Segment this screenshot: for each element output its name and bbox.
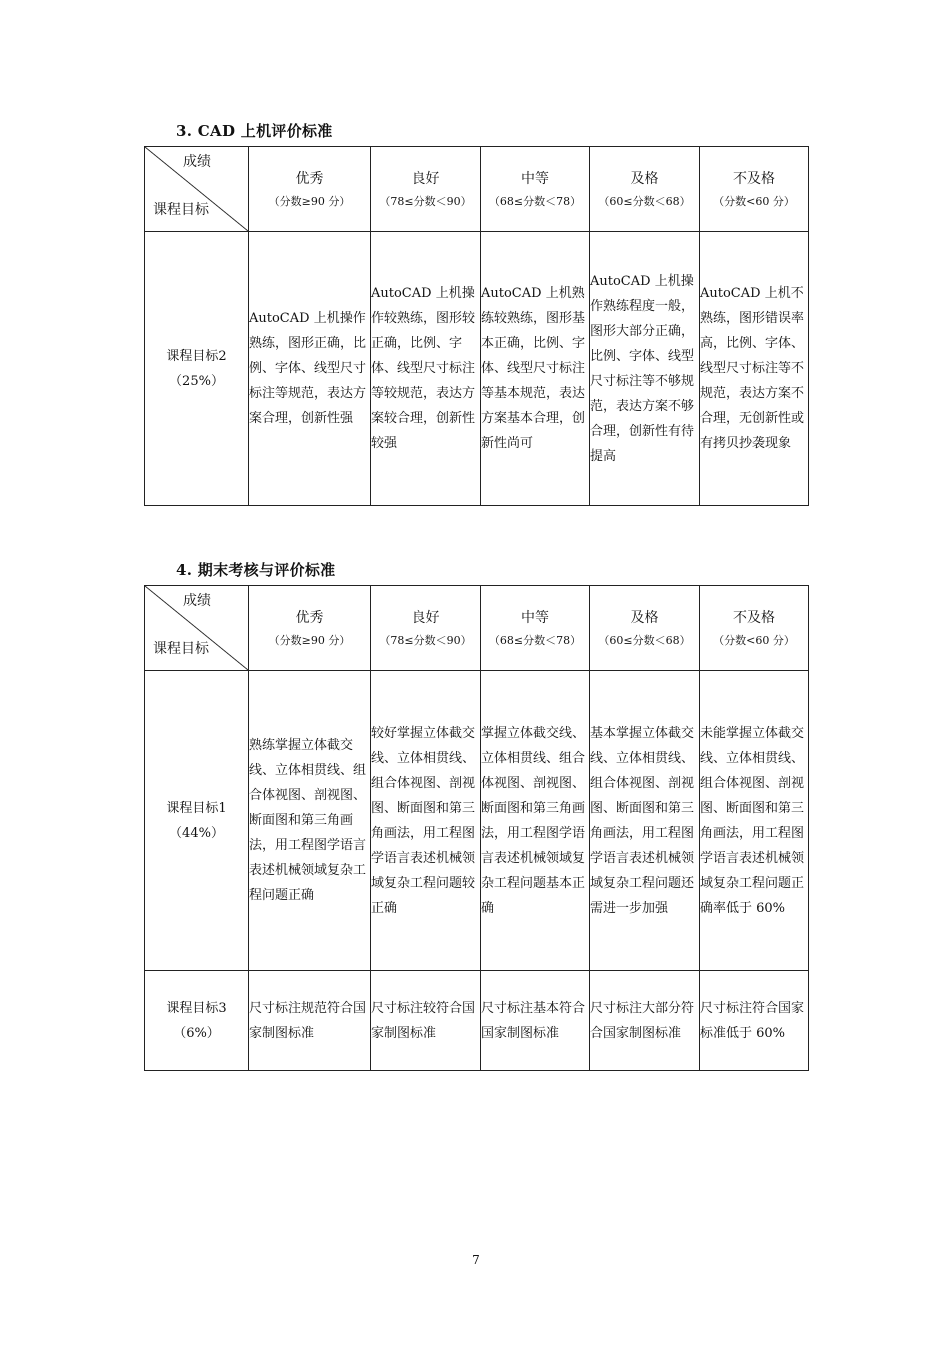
criteria-cell: 尺寸标注基本符合国家制图标准 [481, 971, 590, 1071]
grade-header-pass: 及格 （60≤分数＜68） [590, 586, 700, 671]
corner-top-label: 成绩 [183, 593, 211, 609]
grade-header-excellent: 优秀 （分数≥90 分） [249, 147, 371, 232]
section4-heading: 4. 期末考核与评价标准 [176, 561, 336, 579]
grade-header-medium: 中等 （68≤分数＜78） [481, 147, 590, 232]
grade-header-good: 良好 （78≤分数＜90） [371, 147, 481, 232]
header-row [145, 147, 809, 232]
corner-bottom-label: 课程目标 [153, 202, 209, 218]
grade-header-good: 良好 （78≤分数＜90） [371, 586, 481, 671]
final-exam-evaluation-table [144, 585, 809, 1071]
grade-header-fail: 不及格 （分数<60 分） [700, 147, 809, 232]
header-row [145, 586, 809, 671]
corner-top-label: 成绩 [183, 154, 211, 170]
criteria-cell: AutoCAD 上机操作熟练，图形正确，比例、字体、线型尺寸标注等规范，表达方案合理，创新性强 [249, 232, 371, 506]
criteria-cell: 尺寸标注规范符合国家制图标准 [249, 971, 371, 1071]
criteria-cell: 未能掌握立体截交线、立体相贯线、组合体视图、剖视图、断面图和第三角画法，用工程图学语言表述机械领域复杂工程问题正确率低于 60% [700, 671, 809, 971]
criteria-cell: 基本掌握立体截交线、立体相贯线、组合体视图、剖视图、断面图和第三角画法，用工程图学语言表述机械领域复杂工程问题还需进一步加强 [590, 671, 700, 971]
criteria-cell: AutoCAD 上机熟练较熟练，图形基本正确，比例、字体、线型尺寸标注等基本规范，表达方案基本合理，创新性尚可 [481, 232, 590, 506]
criteria-cell: 较好掌握立体截交线、立体相贯线、组合体视图、剖视图、断面图和第三角画法，用工程图学语言表述机械领域复杂工程问题较正确 [371, 671, 481, 971]
corner-cell [145, 586, 249, 671]
criteria-cell: 尺寸标注较符合国家制图标准 [371, 971, 481, 1071]
course-goal-label: 课程目标3 （6%） [145, 971, 249, 1071]
criteria-cell: AutoCAD 上机操作较熟练，图形较正确，比例、字体、线型尺寸标注等较规范，表达方案较合理，创新性较强 [371, 232, 481, 506]
course-goal-label: 课程目标2 （25%） [145, 232, 249, 506]
page-number: 7 [472, 1253, 480, 1267]
criteria-cell: 熟练掌握立体截交线、立体相贯线、组合体视图、剖视图、断面图和第三角画法，用工程图学语言表述机械领域复杂工程问题正确 [249, 671, 371, 971]
criteria-cell: 掌握立体截交线、立体相贯线、组合体视图、剖视图、断面图和第三角画法，用工程图学语言表述机械领域复杂工程问题基本正确 [481, 671, 590, 971]
corner-cell [145, 147, 249, 232]
criteria-cell: AutoCAD 上机操作熟练程度一般，图形大部分正确，比例、字体、线型尺寸标注等不够规范，表达方案不够合理，创新性有待提高 [590, 232, 700, 506]
criteria-cell: 尺寸标注符合国家标准低于 60% [700, 971, 809, 1071]
table-row [145, 232, 809, 506]
corner-bottom-label: 课程目标 [153, 641, 209, 657]
section3-heading: 3. CAD 上机评价标准 [176, 122, 333, 140]
grade-header-pass: 及格 （60≤分数＜68） [590, 147, 700, 232]
criteria-cell: AutoCAD 上机不熟练，图形错误率高，比例、字体、线型尺寸标注等不规范，表达方案不合理，无创新性或有拷贝抄袭现象 [700, 232, 809, 506]
table-row [145, 671, 809, 971]
cad-evaluation-table [144, 146, 809, 506]
grade-header-medium: 中等 （68≤分数＜78） [481, 586, 590, 671]
course-goal-label: 课程目标1 （44%） [145, 671, 249, 971]
grade-header-excellent: 优秀 （分数≥90 分） [249, 586, 371, 671]
grade-header-fail: 不及格 （分数<60 分） [700, 586, 809, 671]
table-row [145, 971, 809, 1071]
criteria-cell: 尺寸标注大部分符合国家制图标准 [590, 971, 700, 1071]
